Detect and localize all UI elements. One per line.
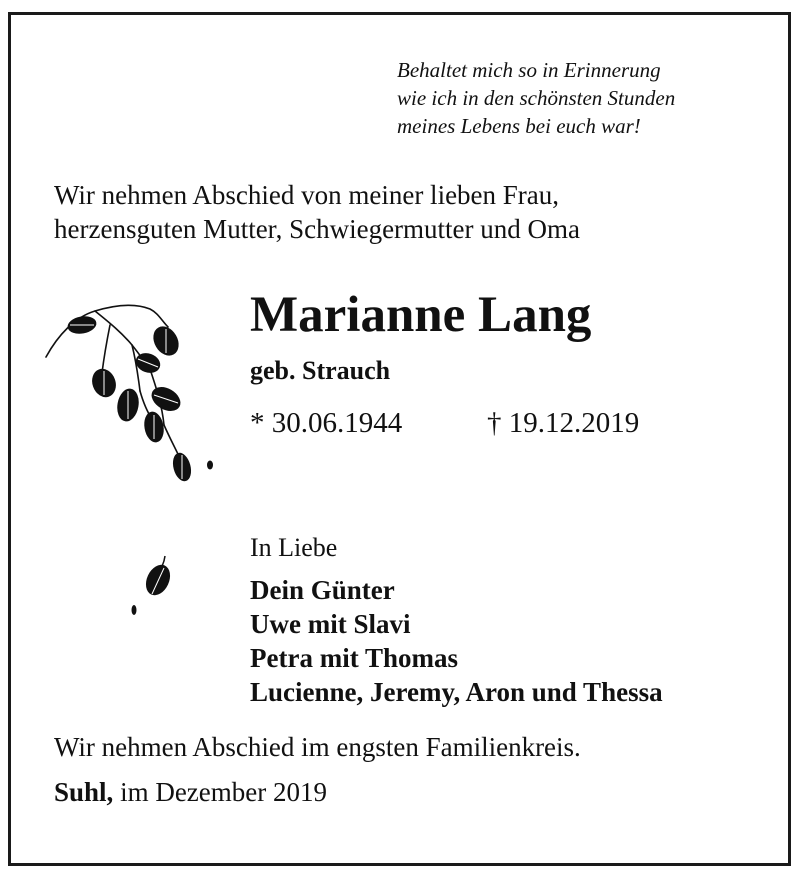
quote-line: meines Lebens bei euch war! [397, 114, 641, 138]
place-date-text: im Dezember 2019 [120, 777, 327, 807]
memorial-quote [397, 56, 675, 140]
mourners-list [250, 573, 663, 709]
intro-line: herzensguten Mutter, Schwiegermutter und Oma [54, 214, 581, 244]
quote-line: wie ich in den schönsten Stunden [397, 86, 676, 110]
signoff-greeting: In Liebe [250, 533, 338, 562]
death-date: † 19.12.2019 [487, 407, 640, 439]
intro-text [54, 178, 580, 246]
closing-note: Wir nehmen Abschied im engsten Familienkreis. [54, 732, 581, 762]
falling-leaf-icon [120, 548, 180, 628]
mourner-name: Petra mit Thomas [250, 643, 458, 673]
birth-date: * 30.06.1944 [250, 407, 403, 439]
mourner-name: Dein Günter [250, 575, 395, 605]
mourner-name: Uwe mit Slavi [250, 609, 411, 639]
place-date [54, 777, 327, 808]
birch-branch-icon [40, 295, 225, 495]
deceased-name: Marianne Lang [250, 287, 592, 343]
maiden-name: geb. Strauch [250, 356, 391, 385]
quote-line: Behaltet mich so in Erinnerung [397, 58, 661, 82]
place-town: Suhl, [54, 777, 114, 807]
mourner-name: Lucienne, Jeremy, Aron und Thessa [250, 677, 663, 707]
intro-line: Wir nehmen Abschied von meiner lieben Frau, [54, 180, 560, 210]
